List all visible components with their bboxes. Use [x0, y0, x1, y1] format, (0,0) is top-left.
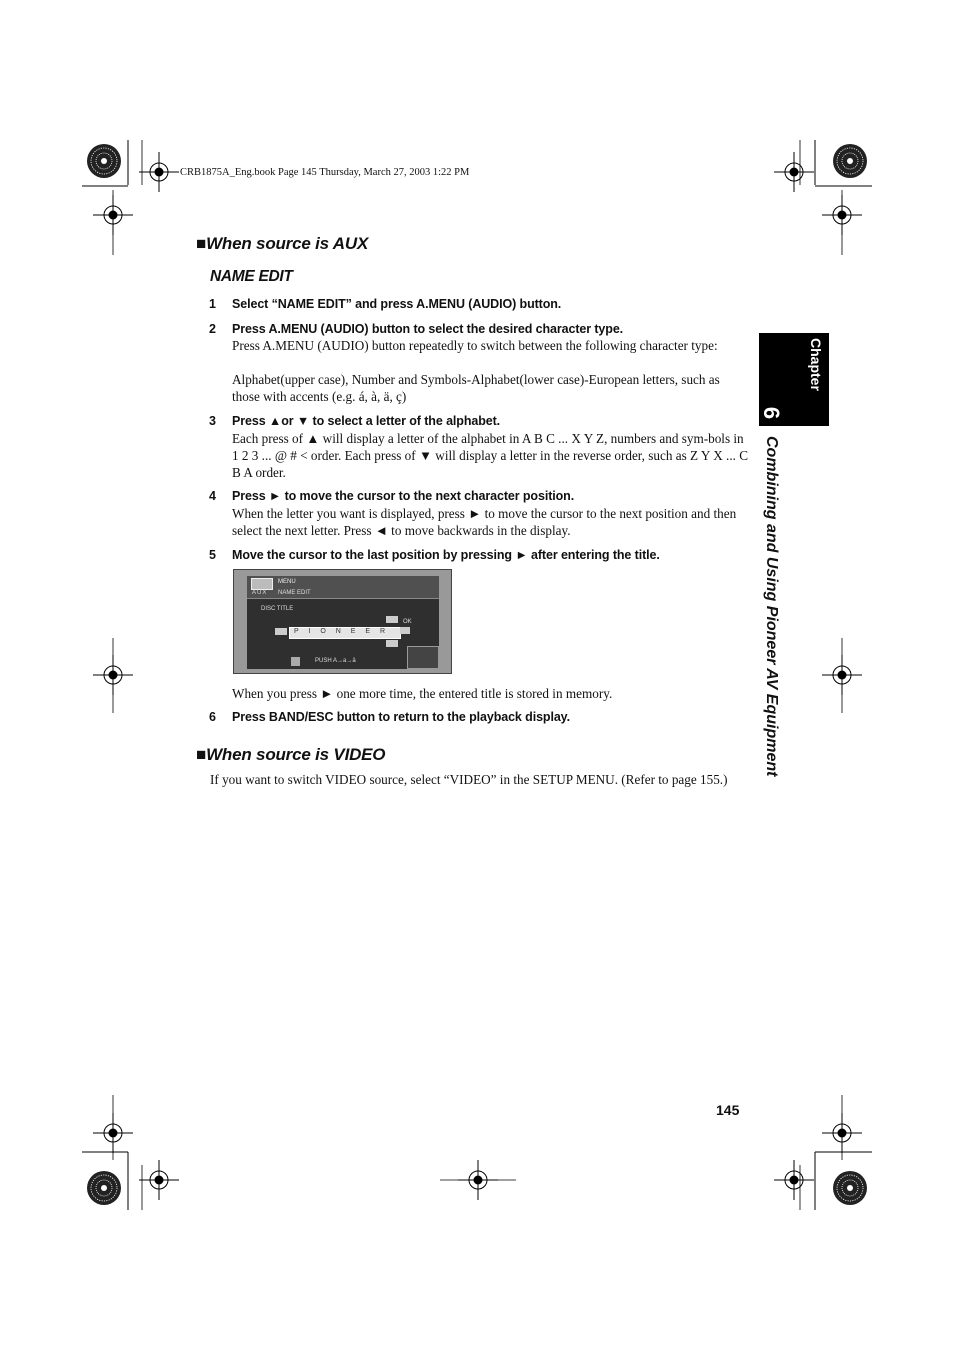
video-body: If you want to switch VIDEO source, select “VIDEO” in the SETUP MENU. (Refer to page 155.) — [210, 772, 728, 787]
screen-display — [247, 576, 439, 669]
step-2 — [209, 322, 623, 336]
screen-push-label: PUSH A→a→ä — [315, 658, 356, 664]
step-label: Press BAND/ESC button to return to the playback display. — [232, 710, 570, 724]
chapter-number: 6 — [759, 406, 785, 420]
step-4 — [209, 489, 574, 503]
step-3-body: Each press of ▲ will display a letter of the alphabet in A B C ... X Y Z, numbers and sym-bols in 1 2 3 ... @ # < order. Each press of ▼ will display a letter in the reverse order, such as Z Y X ... C B A order. — [232, 431, 749, 480]
screen-ok-label: OK — [403, 619, 412, 625]
chapter-side-title: Combining and Using Pioneer AV Equipment — [763, 436, 780, 777]
screen-title-entry: P I O N E E R — [294, 628, 390, 635]
step-5 — [209, 548, 660, 562]
step-label: Move the cursor to the last position by pressing ► after entering the title. — [232, 548, 660, 562]
step-number: 3 — [209, 414, 216, 428]
step-number: 2 — [209, 322, 216, 336]
step-label: Press ▲or ▼ to select a letter of the alphabet. — [232, 414, 501, 428]
character-type-icon — [291, 657, 300, 666]
step-label: Select “NAME EDIT” and press A.MENU (AUDIO) button. — [232, 297, 562, 311]
up-arrow-icon — [386, 616, 398, 623]
page-number: 145 — [716, 1102, 740, 1118]
screen-disc-title-label: DISC TITLE — [261, 606, 294, 612]
step-1 — [209, 297, 561, 311]
step-6 — [209, 710, 570, 724]
subsection-title-name-edit: NAME EDIT — [210, 268, 293, 285]
name-edit-screen-image — [233, 569, 452, 674]
section-title-aux: ■When source is AUX — [196, 234, 369, 253]
step-3 — [209, 414, 500, 428]
step-4-body: When the letter you want is displayed, press ► to move the cursor to the next position and then select the next letter. Press ◄ to move backwards in the display. — [232, 506, 737, 538]
screen-mode-label: NAME EDIT — [278, 590, 311, 596]
screen-menu-label: MENU — [278, 579, 296, 585]
left-arrow-icon — [275, 628, 287, 635]
step-label: Press A.MENU (AUDIO) button to select the desired character type. — [232, 322, 624, 336]
step-number: 1 — [209, 297, 216, 311]
down-arrow-icon — [386, 640, 398, 647]
dpad-icon — [407, 646, 439, 669]
ok-button-icon — [400, 627, 410, 634]
step-2-body-1: Press A.MENU (AUDIO) button repeatedly to switch between the following character type: — [232, 338, 718, 353]
step-2-body-2: Alphabet(upper case), Number and Symbols-Alphabet(lower case)-European letters, such as those with accents (e.g. á, à, ä, ç) — [232, 372, 720, 404]
section-title-video: ■When source is VIDEO — [196, 745, 386, 764]
step-number: 5 — [209, 548, 216, 562]
screen-source-label: AUX — [252, 590, 268, 596]
chapter-label: Chapter — [808, 338, 824, 391]
step-number: 6 — [209, 710, 216, 724]
step-5-after: When you press ► one more time, the entered title is stored in memory. — [232, 686, 613, 701]
step-label: Press ► to move the cursor to the next character position. — [232, 489, 575, 503]
step-number: 4 — [209, 489, 216, 503]
back-icon — [251, 578, 273, 590]
file-info-header: CRB1875A_Eng.book Page 145 Thursday, March 27, 2003 1:22 PM — [180, 167, 470, 178]
